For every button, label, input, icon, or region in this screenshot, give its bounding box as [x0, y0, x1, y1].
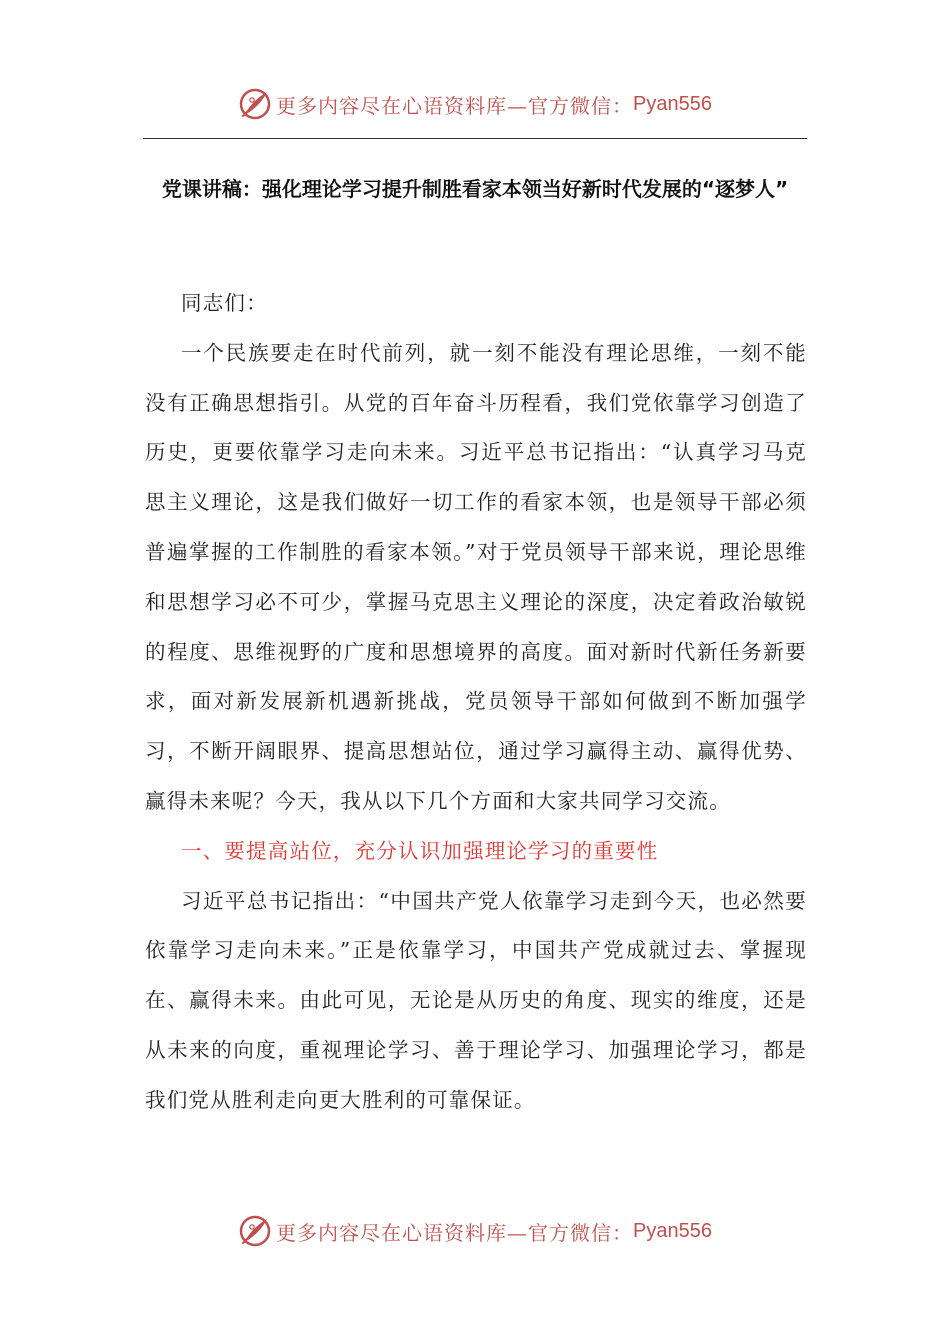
header-banner — [0, 80, 950, 128]
footer-banner-handle: Pyan556 — [633, 1219, 712, 1242]
header-banner-text: 更多内容尽在心语资料库—官方微信： — [276, 93, 634, 118]
quill-pen-logo-icon — [238, 87, 272, 121]
footer-banner — [0, 1207, 950, 1255]
paragraph-intro: 一个民族要走在时代前列，就一刻不能没有理论思维，一刻不能没有正确思想指引。从党的百年奋斗历程看，我们党依靠学习创造了历史，更要依靠学习走向未来。习近平总书记指出：“认真学习马克思主义理论，这是我们做好一切工作的看家本领，也是领导干部必须普遍掌握的工作制胜的看家本领。”对于党员领导干部来说，理论思维和思想学习必不可少，掌握马克思主义理论的深度，决定着政治敏锐的程度、思维视野的广度和思想境界的高度。面对新时代新任务新要求，面对新发展新机遇新挑战，党员领导干部如何做到不断加强学习，不断开阔眼界、提高思想站位，通过学习赢得主动、赢得优势、赢得未来呢？今天，我从以下几个方面和大家共同学习交流。 — [145, 340, 807, 813]
footer-banner-text: 更多内容尽在心语资料库—官方微信： — [276, 1220, 634, 1245]
header-divider — [143, 138, 807, 139]
paragraph-section-1: 习近平总书记指出：“中国共产党人依靠学习走到今天，也必然要依靠学习走向未来。”正是依靠学习，中国共产党成就过去、掌握现在、赢得未来。由此可见，无论是从历史的角度、现实的维度，还是从未来的向度，重视理论学习、善于理论学习、加强理论学习，都是我们党从胜利走向更大胜利的可靠保证。 — [145, 888, 807, 1112]
document-body — [145, 279, 807, 1126]
quill-pen-logo-icon — [238, 1214, 272, 1248]
salutation: 同志们： — [181, 291, 268, 315]
document-title: 党课讲稿：强化理论学习提升制胜看家本领当好新时代发展的“逐梦人” — [161, 177, 789, 201]
header-banner-handle: Pyan556 — [633, 92, 712, 115]
section-heading-1: 一、要提高站位，充分认识加强理论学习的重要性 — [181, 838, 659, 863]
